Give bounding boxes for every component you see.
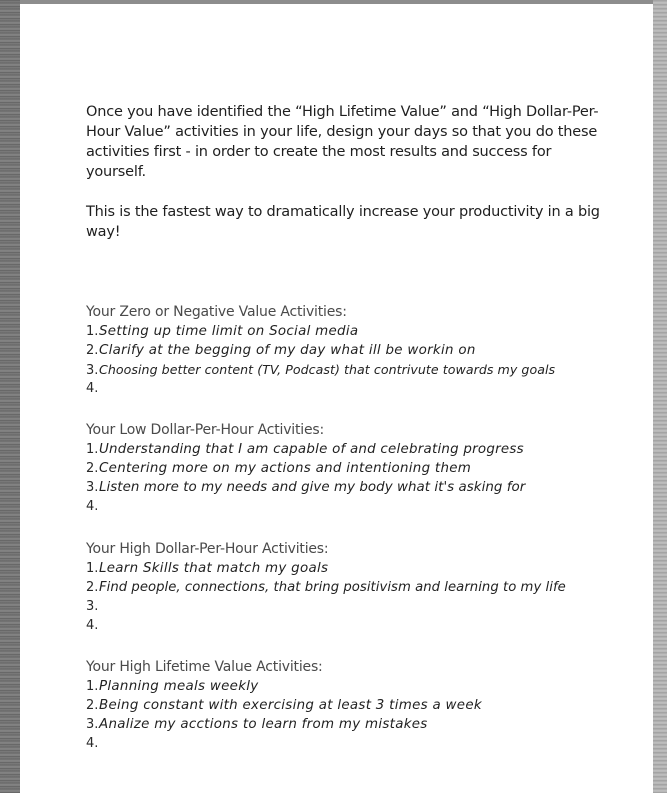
handwritten-entry: Learn Skills that match my goals [99, 561, 329, 576]
section-title: Your High Lifetime Value Activities: [86, 659, 323, 675]
handwritten-entry: Being constant with exercising at least 3 times a week [99, 698, 482, 713]
section-title: Your High Dollar-Per-Hour Activities: [86, 541, 329, 557]
intro-paragraph-2: This is the fastest way to dramatically increase your productivity in a big way! [86, 204, 600, 240]
item-number: 1. [86, 324, 99, 339]
intro-text [86, 102, 606, 262]
item-number: 3. [86, 363, 99, 378]
list-item [86, 440, 666, 459]
paper-page [20, 4, 653, 793]
list-item [86, 360, 666, 379]
handwritten-entry: Find people, connections, that bring positivism and learning to my life [99, 580, 566, 595]
item-number: 4. [86, 499, 99, 514]
handwritten-entry: Clarify at the begging of my day what ill be workin on [99, 343, 476, 358]
list-item [86, 559, 666, 578]
handwritten-entry: Choosing better content (TV, Podcast) that contrivute towards my goals [99, 362, 556, 377]
list-item [86, 696, 666, 715]
item-number: 4. [86, 736, 99, 751]
list-item [86, 597, 666, 616]
section-title: Your Zero or Negative Value Activities: [86, 304, 347, 320]
list-item [86, 379, 666, 398]
list-item [86, 459, 666, 478]
item-number: 1. [86, 679, 99, 694]
item-number: 1. [86, 561, 99, 576]
handwritten-entry: Analize my acctions to learn from my mistakes [99, 717, 428, 732]
list-item [86, 497, 666, 516]
section-title: Your Low Dollar-Per-Hour Activities: [86, 422, 324, 438]
item-number: 4. [86, 381, 99, 396]
list-item [86, 478, 666, 497]
list-item [86, 616, 666, 635]
item-number: 2. [86, 698, 99, 713]
handwritten-entry: Listen more to my needs and give my body what it's asking for [99, 480, 526, 495]
item-number: 3. [86, 480, 99, 495]
intro-paragraph-1: Once you have identified the “High Lifetime Value” and “High Dollar-Per-Hour Value” activities in your life, design your days so that you do these activities first - in order to create the most results and success for yourself. [86, 104, 599, 180]
handwritten-entry: Centering more on my actions and intentioning them [99, 461, 472, 476]
scan-border-left [0, 0, 20, 793]
item-number: 4. [86, 618, 99, 633]
item-number: 3. [86, 717, 99, 732]
list-item [86, 715, 666, 734]
item-number: 2. [86, 343, 99, 358]
list-item [86, 734, 666, 753]
section-low-dollar-per-hour [86, 421, 666, 516]
handwritten-entry: Setting up time limit on Social media [99, 324, 359, 339]
list-item [86, 677, 666, 696]
item-number: 2. [86, 461, 99, 476]
item-number: 3. [86, 599, 99, 614]
list-item [86, 322, 666, 341]
item-number: 2. [86, 580, 99, 595]
list-item [86, 341, 666, 360]
list-item [86, 578, 666, 597]
section-high-dollar-per-hour [86, 540, 666, 635]
handwritten-entry: Understanding that I am capable of and celebrating progress [99, 442, 524, 457]
item-number: 1. [86, 442, 99, 457]
handwritten-entry: Planning meals weekly [99, 679, 259, 694]
section-high-lifetime-value [86, 658, 666, 753]
section-zero-negative-value [86, 303, 666, 398]
